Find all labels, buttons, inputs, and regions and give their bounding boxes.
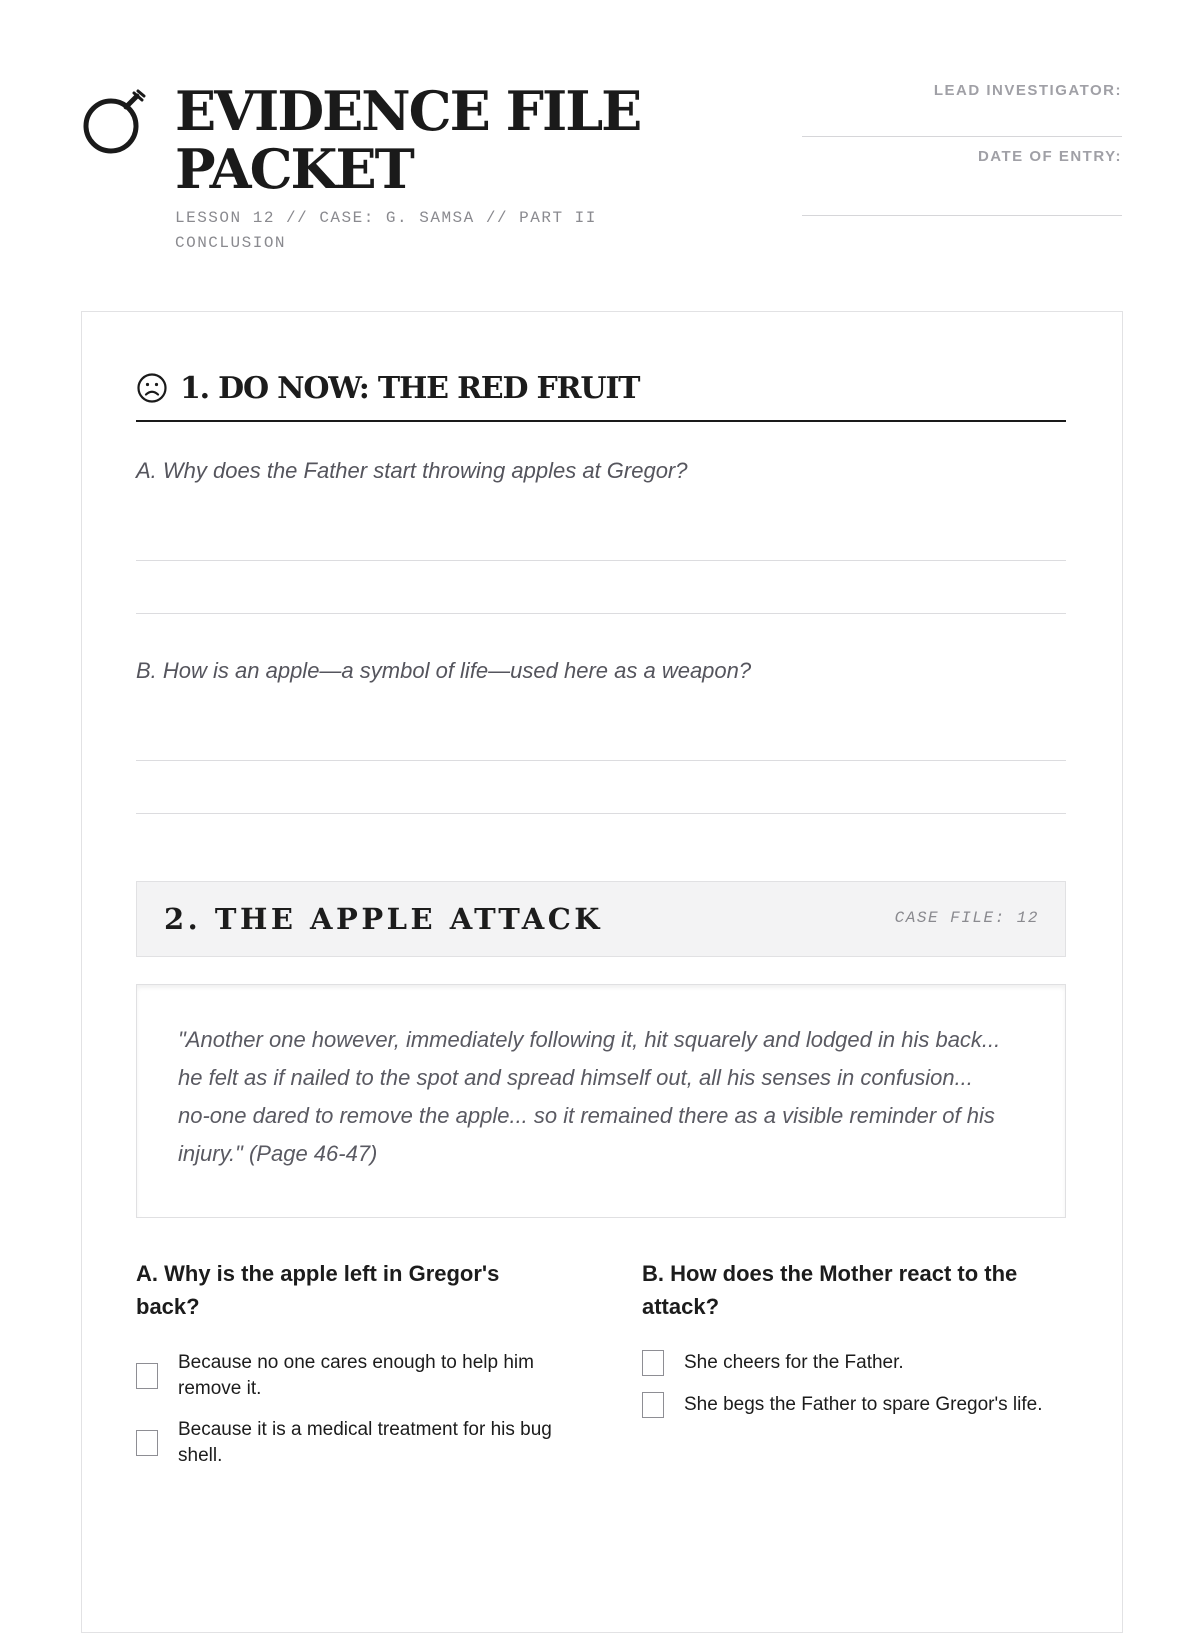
section2-header	[136, 881, 1066, 957]
checkbox[interactable]	[642, 1392, 664, 1418]
option-label: She begs the Father to spare Gregor's life.	[684, 1394, 1043, 1415]
page-subtitle: LESSON 12 // CASE: G. SAMSA // PART II CONCLUSION	[175, 209, 597, 252]
answer-line[interactable]	[136, 560, 1066, 561]
question-a: A. Why does the Father start throwing apples at Gregor?	[136, 458, 688, 483]
option-a1[interactable]	[136, 1350, 566, 1402]
option-label: Because no one cares enough to help him remove it.	[178, 1352, 534, 1399]
question-a-label: A. Why is the apple left in Gregor's back?	[136, 1261, 500, 1319]
date-of-entry-label: DATE OF ENTRY:	[977, 148, 1122, 165]
section1-title: 1. DO NOW: THE RED FRUIT	[180, 371, 640, 406]
quote-text: "Another one however, immediately following it, hit squarely and lodged in his back... he felt as if nailed to the spot and spread himself out, all his senses in confusion... no-one dared to remove the apple... so it remained there as a visible reminder of his injury." (Page 46-47)	[178, 1027, 1001, 1166]
page-title: EVIDENCE FILE PACKET	[175, 79, 641, 201]
option-label: She cheers for the Father.	[684, 1352, 904, 1373]
checkbox[interactable]	[136, 1363, 158, 1389]
section2-title: 2. THE APPLE ATTACK	[164, 902, 603, 936]
option-a2[interactable]	[136, 1417, 566, 1469]
section1-header	[136, 370, 1066, 422]
question-b-label: B. How does the Mother react to the attack?	[642, 1261, 1018, 1319]
question-b: B. How is an apple—a symbol of life—used here as a weapon?	[136, 658, 752, 683]
date-of-entry-field[interactable]	[802, 215, 1122, 216]
lead-investigator-label: LEAD INVESTIGATOR:	[933, 82, 1122, 99]
checkbox[interactable]	[642, 1350, 664, 1376]
quote-box	[136, 984, 1066, 1218]
lead-investigator-field[interactable]	[802, 136, 1122, 137]
sad-face-icon	[136, 372, 168, 404]
header	[82, 80, 1122, 270]
answer-line[interactable]	[136, 813, 1066, 814]
bomb-icon	[82, 88, 148, 154]
option-b2[interactable]	[642, 1392, 1072, 1418]
option-label: Because it is a medical treatment for his bug shell.	[178, 1419, 552, 1466]
checkbox[interactable]	[136, 1430, 158, 1456]
answer-line[interactable]	[136, 760, 1066, 761]
option-b1[interactable]	[642, 1350, 1072, 1376]
worksheet-card	[81, 311, 1123, 1633]
answer-line[interactable]	[136, 613, 1066, 614]
case-file-tag: CASE FILE: 12	[894, 909, 1039, 927]
